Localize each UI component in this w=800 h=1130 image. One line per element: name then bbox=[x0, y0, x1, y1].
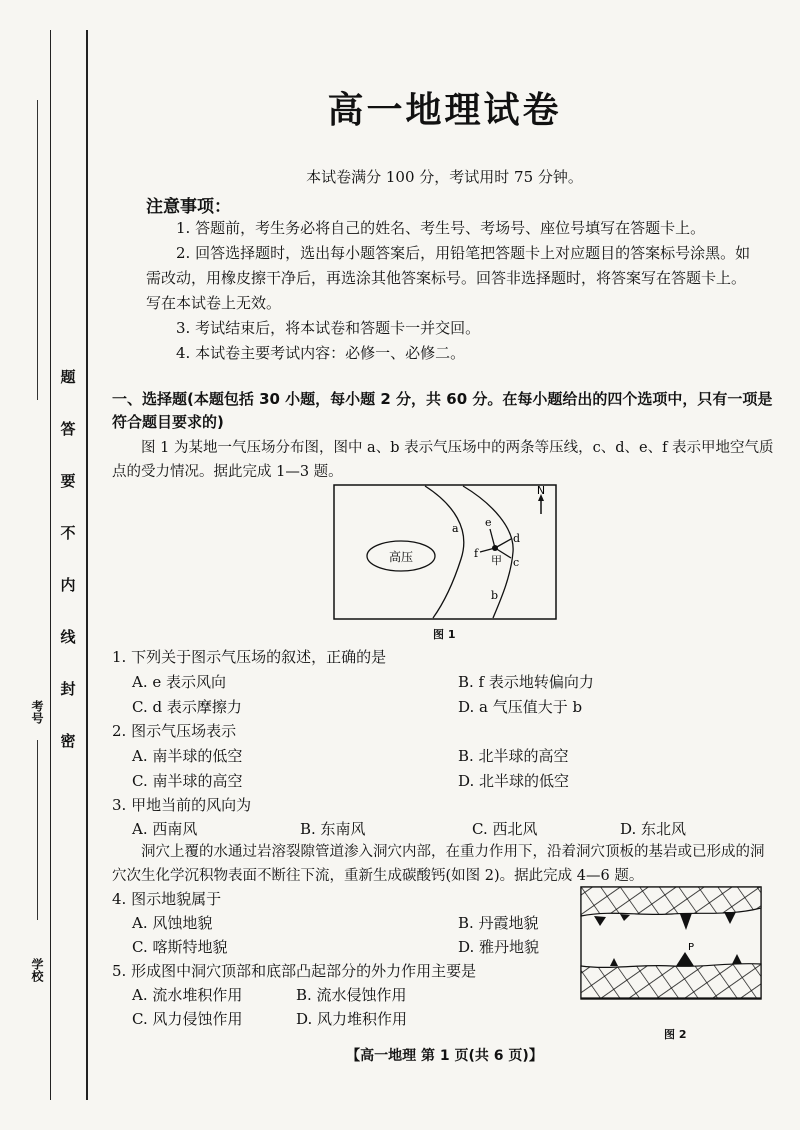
blank-line-exam-no bbox=[37, 740, 38, 920]
option-c: C. 喀斯特地貌 bbox=[132, 938, 228, 956]
binding-margin bbox=[0, 0, 100, 1130]
north-label: N bbox=[536, 484, 546, 497]
notice-item: 4. 本试卷主要考试内容：必修一、必修二。 bbox=[176, 344, 466, 362]
force-d bbox=[495, 539, 511, 548]
cave-floor-rock bbox=[581, 964, 761, 998]
force-f-label: f bbox=[474, 547, 479, 560]
option-d: D. 东北风 bbox=[620, 820, 687, 838]
seal-char: 要 bbox=[60, 472, 76, 490]
question-stem: 5. 形成图中洞穴顶部和底部凸起部分的外力作用主要是 bbox=[112, 962, 477, 980]
force-f bbox=[480, 548, 495, 552]
option-a: A. 风蚀地貌 bbox=[132, 914, 213, 932]
figure-2-caption: 图 2 bbox=[664, 1028, 687, 1041]
question-stem: 3. 甲地当前的风向为 bbox=[112, 796, 252, 814]
group-intro: 图 1 为某地一气压场分布图，图中 a、b 表示气压场中的两条等压线，c、d、e、f 表示甲地空气质点的受力情况。据此完成 1—3 题。 bbox=[112, 440, 774, 480]
isobar-b-label: b bbox=[491, 589, 499, 602]
page-footer: 【高一地理 第 1 页(共 6 页)】 bbox=[346, 1048, 543, 1064]
isobar-a-label: a bbox=[452, 522, 459, 535]
option-d: D. 风力堆积作用 bbox=[296, 1010, 408, 1028]
stalactite bbox=[680, 913, 692, 930]
figure-pressure-field bbox=[333, 484, 557, 620]
question-stem: 1. 下列关于图示气压场的叙述，正确的是 bbox=[112, 648, 387, 666]
notice-item: 2. 回答选择题时，选出每小题答案后，用铅笔把答题卡上对应题目的答案标号涂黑。如需改动，用橡皮擦干净后，再选涂其他答案标号。回答非选择题时，将答案写在答题卡上。写在本试卷上无效。 bbox=[146, 244, 751, 312]
exam-page bbox=[112, 0, 777, 1130]
notice-item: 3. 考试结束后，将本试卷和答题卡一并交回。 bbox=[176, 319, 481, 337]
isobar-b bbox=[463, 486, 513, 618]
option-c: C. 西北风 bbox=[472, 820, 538, 838]
question-stem: 2. 图示气压场表示 bbox=[112, 722, 237, 740]
group-intro: 洞穴上覆的水通过岩溶裂隙管道渗入洞穴内部，在重力作用下，沿着洞穴顶板的基岩或已形成的洞穴次生化学沉积物表面不断往下流，重新生成碳酸钙(如图 2)。据此完成 4—6 题。 bbox=[112, 844, 765, 884]
seal-char: 内 bbox=[60, 576, 76, 594]
option-c: C. d 表示摩擦力 bbox=[132, 698, 242, 716]
force-e-label: e bbox=[485, 516, 492, 529]
notice-title: 注意事项： bbox=[146, 197, 231, 217]
cave-roof-rock bbox=[581, 887, 761, 916]
option-a: A. 南半球的低空 bbox=[132, 747, 243, 765]
option-a: A. 西南风 bbox=[132, 820, 198, 838]
question-stem: 4. 图示地貌属于 bbox=[112, 890, 222, 908]
figure-1-caption: 图 1 bbox=[433, 628, 456, 641]
stalactite bbox=[594, 916, 606, 926]
label-p: P bbox=[688, 942, 695, 953]
stalactite bbox=[724, 912, 736, 924]
option-b: B. f 表示地转偏向力 bbox=[458, 673, 594, 691]
option-b: B. 流水侵蚀作用 bbox=[296, 986, 407, 1004]
seal-char: 线 bbox=[60, 628, 76, 646]
option-d: D. a 气压值大于 b bbox=[458, 698, 583, 716]
stalagmite bbox=[610, 958, 618, 966]
high-pressure-label: 高压 bbox=[388, 550, 414, 564]
option-d: D. 雅丹地貌 bbox=[458, 938, 540, 956]
option-c: C. 南半球的高空 bbox=[132, 772, 243, 790]
seal-char: 不 bbox=[60, 524, 76, 542]
isobar-a bbox=[425, 486, 464, 618]
margin-line-inner bbox=[86, 30, 88, 1100]
seal-char: 密 bbox=[60, 732, 76, 750]
force-e bbox=[490, 529, 495, 548]
margin-line-outer bbox=[50, 30, 51, 1100]
stalagmite bbox=[676, 952, 694, 966]
label-exam-no: 考号 bbox=[30, 700, 44, 724]
blank-line-name bbox=[37, 100, 38, 400]
seal-char: 题 bbox=[60, 368, 76, 386]
force-d-label: d bbox=[513, 532, 521, 545]
figure-cave-section bbox=[580, 886, 762, 1020]
option-b: B. 北半球的高空 bbox=[458, 747, 569, 765]
page-title: 高一地理试卷 bbox=[327, 90, 562, 131]
option-d: D. 北半球的低空 bbox=[458, 772, 570, 790]
exam-info: 本试卷满分 100 分，考试用时 75 分钟。 bbox=[306, 168, 583, 186]
option-b: B. 东南风 bbox=[300, 820, 366, 838]
option-c: C. 风力侵蚀作用 bbox=[132, 1010, 243, 1028]
option-b: B. 丹霞地貌 bbox=[458, 914, 539, 932]
notice-item: 1. 答题前，考生务必将自己的姓名、考生号、考场号、座位号填写在答题卡上。 bbox=[176, 219, 706, 237]
option-a: A. e 表示风向 bbox=[132, 673, 227, 691]
point-jia-label: 甲 bbox=[491, 554, 502, 567]
stalagmite bbox=[732, 954, 742, 964]
label-school: 学校 bbox=[30, 958, 44, 982]
seal-char: 封 bbox=[60, 680, 76, 698]
section-heading: 一、选择题(本题包括 30 小题，每小题 2 分，共 60 分。在每小题给出的四个选项中，只有一项是符合题目要求的) bbox=[112, 390, 773, 431]
stalactite bbox=[620, 914, 630, 921]
option-a: A. 流水堆积作用 bbox=[132, 986, 243, 1004]
force-c-label: c bbox=[513, 556, 520, 569]
seal-char: 答 bbox=[60, 420, 76, 438]
